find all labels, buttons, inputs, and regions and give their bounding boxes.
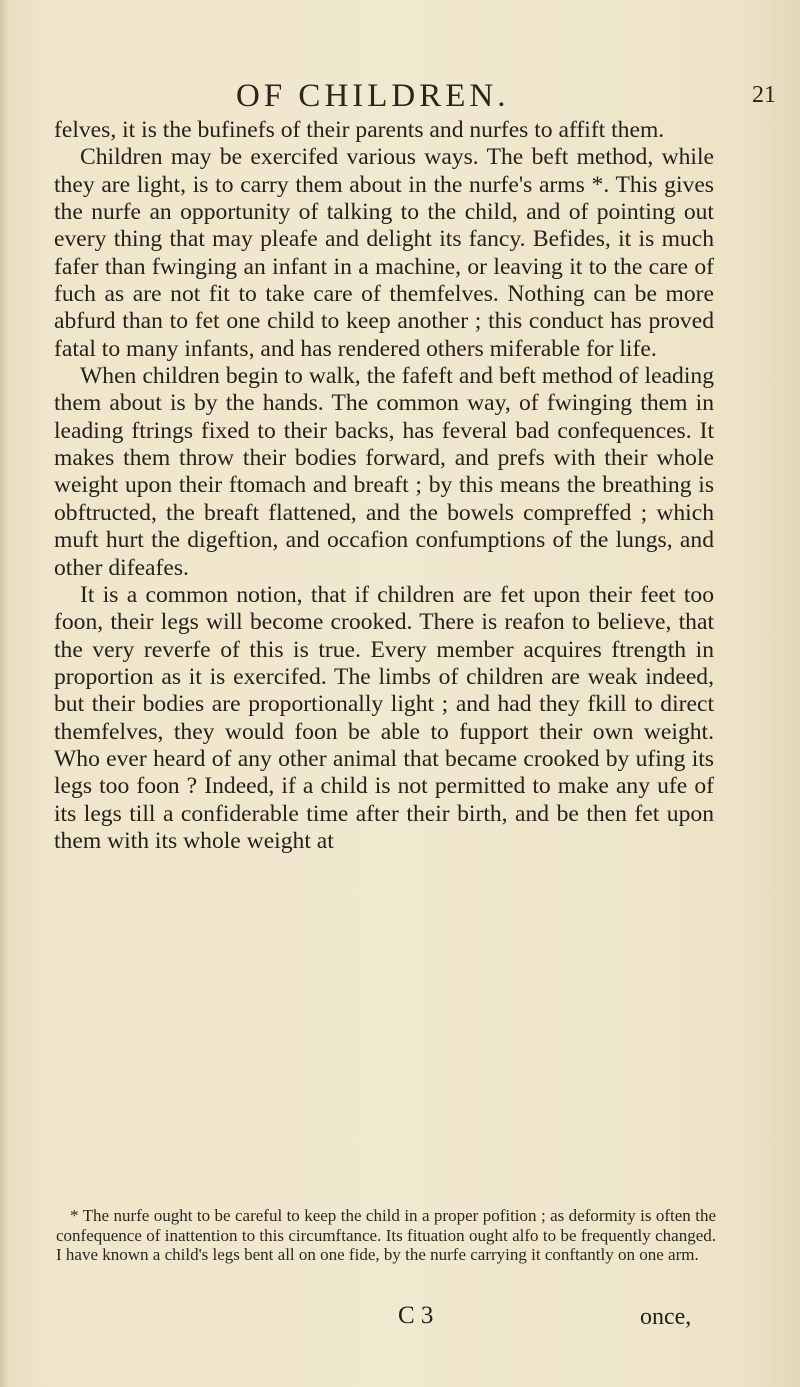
- signature-mark: C 3: [398, 1302, 434, 1329]
- running-head-title: OF CHILDREN.: [236, 78, 510, 114]
- running-head: [0, 78, 800, 118]
- page-gutter-edge: [0, 0, 9, 1387]
- body-text: [54, 117, 714, 855]
- signature-line: [0, 1302, 800, 1332]
- paragraph-walking: When children begin to walk, the fafeft and beft method of leading them about is by the hands. The common way, of fwinging them in leading ftrings fixed to their backs, has feveral bad confequences. It makes them throw their bodies forward, and prefs with their whole weight upon their ftomach and breaft ; by this means the breathing is obftructed, the breaft flattened, and the bowels compreffed ; which muft hurt the digeftion, and occafion confumptions of the lungs, and other difeafes.: [54, 363, 714, 581]
- paragraph-exercise: Children may be exercifed various ways. The beft method, while they are light, is to carry them about in the nurfe's arms *. This gives the nurfe an opportunity of talking to the child, and of pointing out every thing that may pleafe and delight its fancy. Befides, it is much fafer than fwinging an infant in a machine, or leaving it to the care of fuch as are not fit to take care of themfelves. Nothing can be more abfurd than to fet one child to keep another ; this conduct has proved fatal to many infants, and has rendered others miferable for life.: [54, 144, 714, 362]
- paragraph-crooked-legs: It is a common notion, that if children are fet upon their feet too foon, their legs will become crooked. There is reafon to believe, that the very reverfe of this is true. Every member acquires ftrength in proportion as it is exercifed. The limbs of children are weak indeed, but their bodies are proportionally light ; and had they fkill to direct themfelves, they would foon be able to fupport their own weight. Who ever heard of any other animal that became crooked by ufing its legs too foon ? Indeed, if a child is not permitted to make any ufe of its legs till a confiderable time after their birth, and be then fet upon them with its whole weight at: [54, 581, 714, 854]
- paragraph-continued: felves, it is the bufinefs of their parents and nurfes to affift them.: [54, 117, 665, 143]
- footnote: [56, 1206, 716, 1265]
- catchword: once,: [640, 1304, 692, 1330]
- footnote-text: * The nurfe ought to be careful to keep the child in a proper pofition ; as deformity is often the confequence of inattention to this circumftance. Its fituation ought alfo to be frequently changed. I have known a child's legs bent all on one fide, by the nurfe carrying it conftantly on one arm.: [56, 1206, 716, 1265]
- page-number: 21: [752, 82, 776, 108]
